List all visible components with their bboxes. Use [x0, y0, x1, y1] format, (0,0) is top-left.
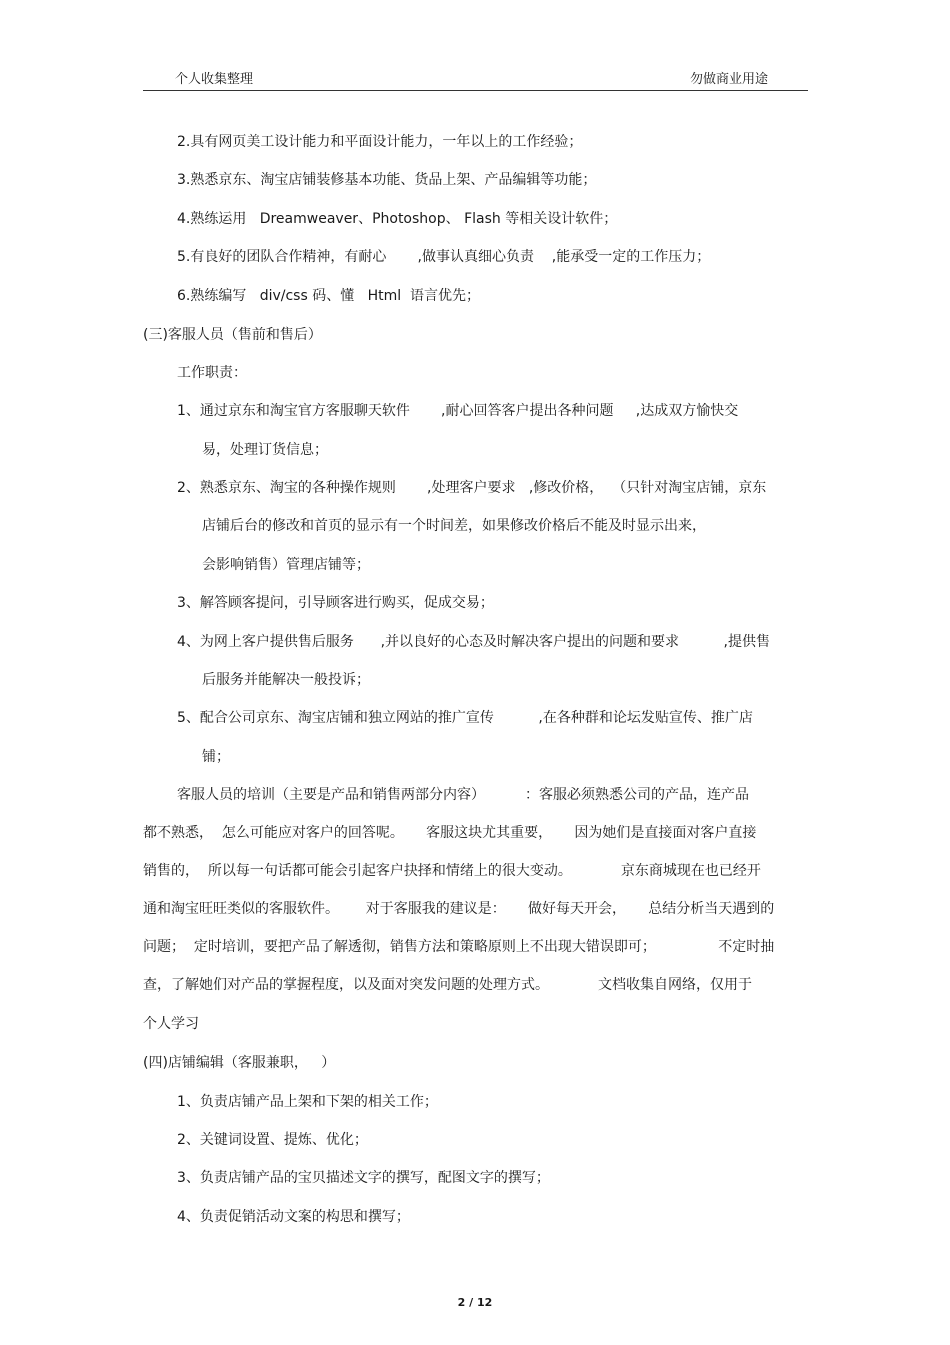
requirement-5: 5.有良好的团队合作精神，有耐心 ,做事认真细心负责 ,能承受一定的工作压力；	[177, 249, 711, 265]
training-paragraph-line-6: 查，了解她们对产品的掌握程度，以及面对突发问题的处理方式。 文档收集自网络，仅用于	[143, 977, 752, 993]
duties-heading: 工作职责：	[177, 365, 247, 381]
header-left-text: 个人收集整理	[175, 72, 254, 87]
editing-duty-4: 4、负责促销活动文案的构思和撰写；	[177, 1209, 410, 1225]
requirement-4: 4.熟练运用 Dreamweaver、Photoshop、 Flash 等相关设计软件；	[177, 211, 618, 227]
training-paragraph-line-1: 客服人员的培训（主要是产品和销售两部分内容） ：客服必须熟悉公司的产品，连产品	[177, 787, 750, 803]
duty-1-line-1: 1、通过京东和淘宝官方客服聊天软件 ,耐心回答客户提出各种问题 ,达成双方愉快交	[177, 403, 739, 419]
training-paragraph-line-4: 通和淘宝旺旺类似的客服软件。 对于客服我的建议是： 做好每天开会， 总结分析当天遇到的	[143, 901, 775, 917]
duty-2-line-3: 会影响销售）管理店铺等；	[202, 557, 370, 573]
duty-5-line-1: 5、配合公司京东、淘宝店铺和独立网站的推广宣传 ,在各种群和论坛发贴宣传、推广店	[177, 710, 753, 726]
duty-2-line-2: 店铺后台的修改和首页的显示有一个时间差，如果修改价格后不能及时显示出来，	[202, 518, 706, 534]
duty-4-line-1: 4、为网上客户提供售后服务 ,并以良好的心态及时解决客户提出的问题和要求 ,提供售	[177, 634, 771, 650]
section-heading-customer-service: (三)客服人员（售前和售后）	[143, 327, 322, 343]
duty-1-line-2: 易，处理订货信息；	[202, 442, 328, 458]
requirement-6: 6.熟练编写 div/css 码、懂 Html 语言优先；	[177, 288, 481, 304]
page-number: 2 / 12	[457, 1296, 493, 1309]
page-header	[143, 64, 808, 91]
editing-duty-2: 2、关键词设置、提炼、优化；	[177, 1132, 368, 1148]
duty-4-line-2: 后服务并能解决一般投诉；	[202, 672, 370, 688]
duty-3: 3、解答顾客提问，引导顾客进行购买，促成交易；	[177, 595, 494, 611]
requirement-3: 3.熟悉京东、淘宝店铺装修基本功能、货品上架、产品编辑等功能；	[177, 172, 597, 188]
editing-duty-3: 3、负责店铺产品的宝贝描述文字的撰写，配图文字的撰写；	[177, 1170, 550, 1186]
editing-duty-1: 1、负责店铺产品上架和下架的相关工作；	[177, 1094, 438, 1110]
training-paragraph-line-2: 都不熟悉， 怎么可能应对客户的回答呢。 客服这块尤其重要， 因为她们是直接面对客户直接	[143, 825, 757, 841]
training-paragraph-line-3: 销售的， 所以每一句话都可能会引起客户抉择和情绪上的很大变动。 京东商城现在也已经开	[143, 863, 761, 879]
training-paragraph-line-7: 个人学习	[143, 1016, 199, 1032]
duty-2-line-1: 2、熟悉京东、淘宝的各种操作规则 ,处理客户要求 ,修改价格， （只针对淘宝店铺，京东	[177, 480, 767, 496]
training-paragraph-line-5: 问题； 定时培训，要把产品了解透彻，销售方法和策略原则上不出现大错误即可； 不定时抽	[143, 939, 775, 955]
header-right-text: 勿做商业用途	[689, 72, 768, 87]
duty-5-line-2: 铺；	[202, 749, 230, 765]
requirement-2: 2.具有网页美工设计能力和平面设计能力，一年以上的工作经验；	[177, 134, 583, 150]
section-heading-store-editing: (四)店铺编辑（客服兼职， ）	[143, 1055, 336, 1071]
